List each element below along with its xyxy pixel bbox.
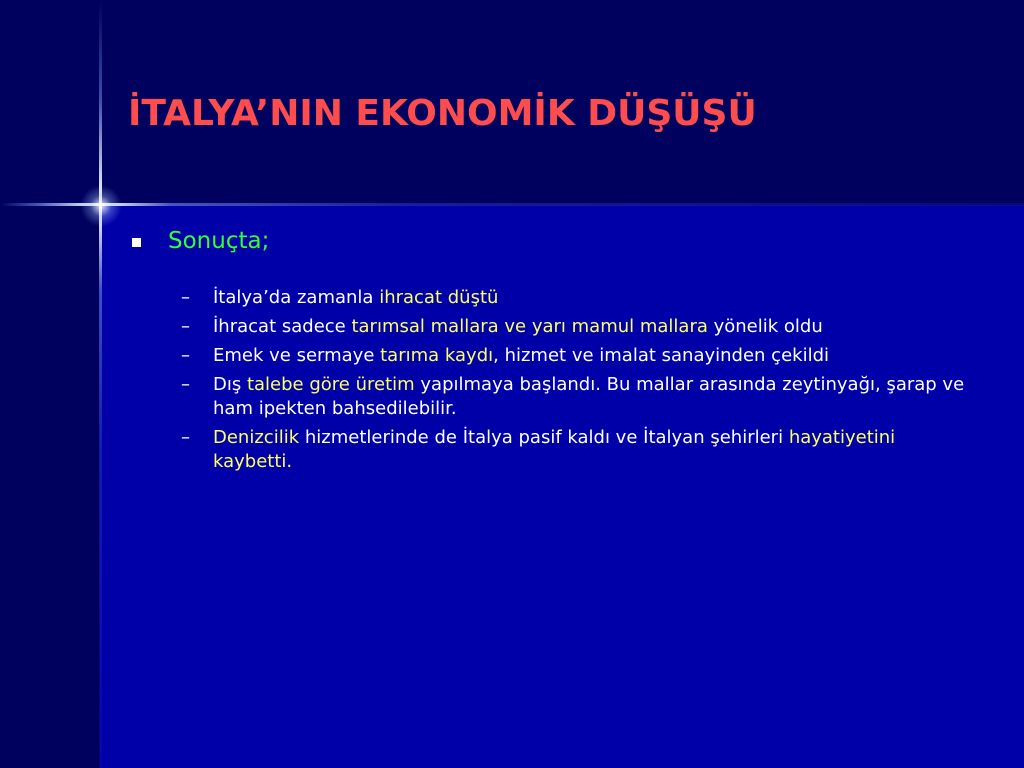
sub-bullet-text: , hizmet ve imalat sanayinden çekildi: [493, 345, 829, 366]
left-band-decoration: [0, 0, 100, 768]
dash-bullet-icon: –: [181, 374, 190, 395]
sub-bullet-4: [130, 373, 980, 421]
sub-bullet-text: İtalya’da zamanla: [213, 287, 380, 308]
dash-bullet-icon: –: [181, 427, 190, 448]
main-bullet-text: Sonuçta;: [168, 228, 270, 254]
dash-bullet-icon: –: [181, 345, 190, 366]
sub-bullet-list: [130, 286, 980, 474]
dash-bullet-icon: –: [181, 287, 190, 308]
sub-bullet-3: [130, 344, 980, 368]
sub-bullet-text: hizmetlerinde de İtalya pasif kaldı ve İtalyan şehirleri: [299, 427, 789, 448]
square-bullet-icon: [132, 238, 141, 247]
main-bullet: [130, 226, 980, 256]
highlighted-text: talebe göre üretim: [246, 374, 415, 395]
slide-content: [130, 226, 980, 479]
sub-bullet-5: [130, 426, 980, 474]
highlighted-text: ihracat düştü: [379, 287, 499, 308]
dash-bullet-icon: –: [181, 316, 190, 337]
sub-bullet-text: yapılmaya başlandı. Bu mallar arasında zeytinyağı, şarap ve ham ipekten bahsedilebilir.: [213, 374, 965, 419]
star-sparkle-icon: [80, 185, 122, 227]
sub-bullet-1: [130, 286, 980, 310]
sub-bullet-text: Dış: [213, 374, 247, 395]
highlighted-text: hayatiyetini kaybetti.: [213, 427, 896, 472]
highlighted-text: Denizcilik: [213, 427, 300, 448]
star-flare-vertical: [99, 0, 102, 768]
slide-title: İTALYA’NIN EKONOMİK DÜŞÜŞÜ: [128, 93, 757, 134]
star-flare-horizontal: [0, 203, 1024, 206]
sub-bullet-text: İhracat sadece: [213, 316, 352, 337]
sub-bullet-text: Emek ve sermaye: [213, 345, 381, 366]
highlighted-text: tarıma kaydı: [380, 345, 494, 366]
highlighted-text: tarımsal mallara ve yarı mamul mallara: [351, 316, 708, 337]
sub-bullet-2: [130, 315, 980, 339]
sub-bullet-text: yönelik oldu: [707, 316, 823, 337]
